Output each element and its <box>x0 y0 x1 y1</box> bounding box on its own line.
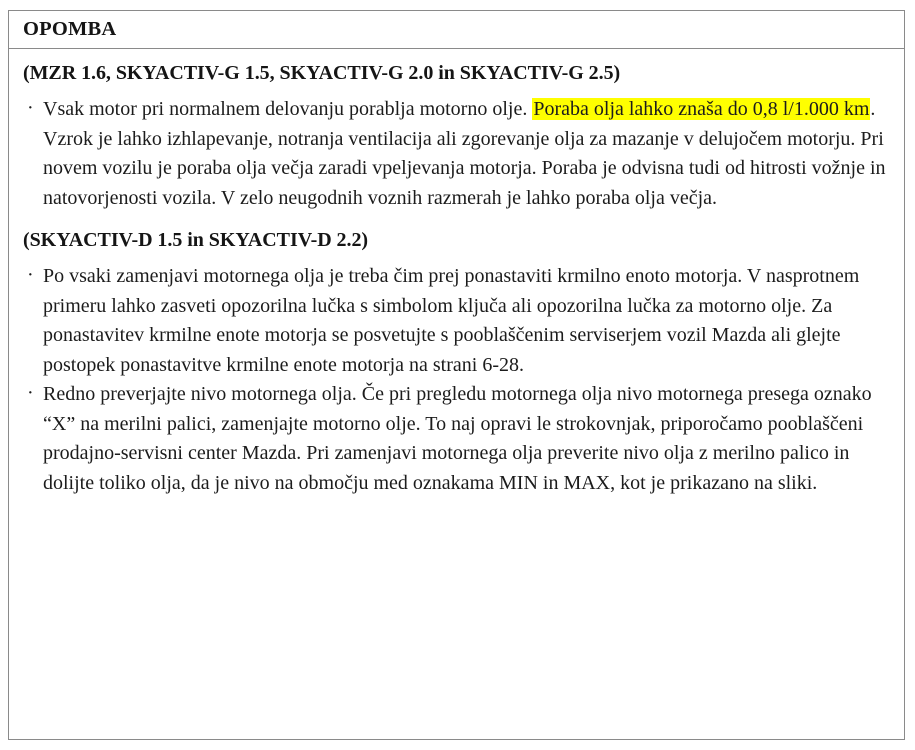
paragraph-text-after-highlight: . Vzrok je lahko izhlapevanje, notranja ventilacija ali zgorevanje olja za mazanje v delujočem motorju. Pri novem vozilu je poraba olja večja zaradi vpeljevanja motorja. Poraba je odvisna tudi od hitrosti vožnje in natovorjenosti vozila. V zelo neugodnih voznih razmerah je lahko poraba olja večja. <box>43 98 886 209</box>
dipstick-svg <box>23 512 892 632</box>
oil-consumption-paragraph <box>43 95 890 213</box>
list-item <box>23 95 890 213</box>
list-item <box>23 262 890 380</box>
note-title-bar <box>9 11 904 49</box>
reset-control-unit-paragraph: · Po vsaki zamenjavi motornega olja je treba čim prej ponastaviti krmilno enoto motorja. V nasprotnem primeru lahko zasveti opozorilna lučka s simbolom ključa ali opozorilna lučka za motorno olje. Za ponastavitev krmilne enote motorja se posvetujte s pooblaščenim serviserjem vozil Mazda ali glejte postopek ponastavitve krmilne enote motorja na strani 6-28. <box>43 265 860 376</box>
paragraph-text-before-highlight: Vsak motor pri normalnem delovanju porablja motorno olje. <box>43 98 533 120</box>
bullet-list-gasoline <box>23 95 890 213</box>
check-oil-level-paragraph: · Redno preverjajte nivo motornega olja. Če pri pregledu motornega olja nivo motornega presega oznako “X” na merilni palici, zamenjajte motorno olje. To naj opravi le strokovnjak, priporočamo pooblaščeni prodajno-servisni center Mazda. Pri zamenjavi motornega olja preverite nivo olja z merilno palico in dolijte toliko olja, da je nivo na območju med oznakama MIN in MAX, kot je prikazano na sliki. <box>43 383 872 494</box>
section-heading-diesel: (SKYACTIV-D 1.5 in SKYACTIV-D 2.2) <box>23 229 369 251</box>
note-body <box>9 49 904 632</box>
page-title: OPOMBA <box>23 18 117 40</box>
section-heading-gasoline: (MZR 1.6, SKYACTIV-G 1.5, SKYACTIV-G 2.0 in SKYACTIV-G 2.5) <box>23 62 621 84</box>
bullet-list-diesel <box>23 262 890 498</box>
note-box <box>8 10 905 740</box>
oil-dipstick-figure <box>23 512 890 632</box>
list-item <box>23 380 890 498</box>
highlighted-oil-consumption-value: Poraba olja lahko znaša do 0,8 l/1.000 km <box>533 98 870 120</box>
